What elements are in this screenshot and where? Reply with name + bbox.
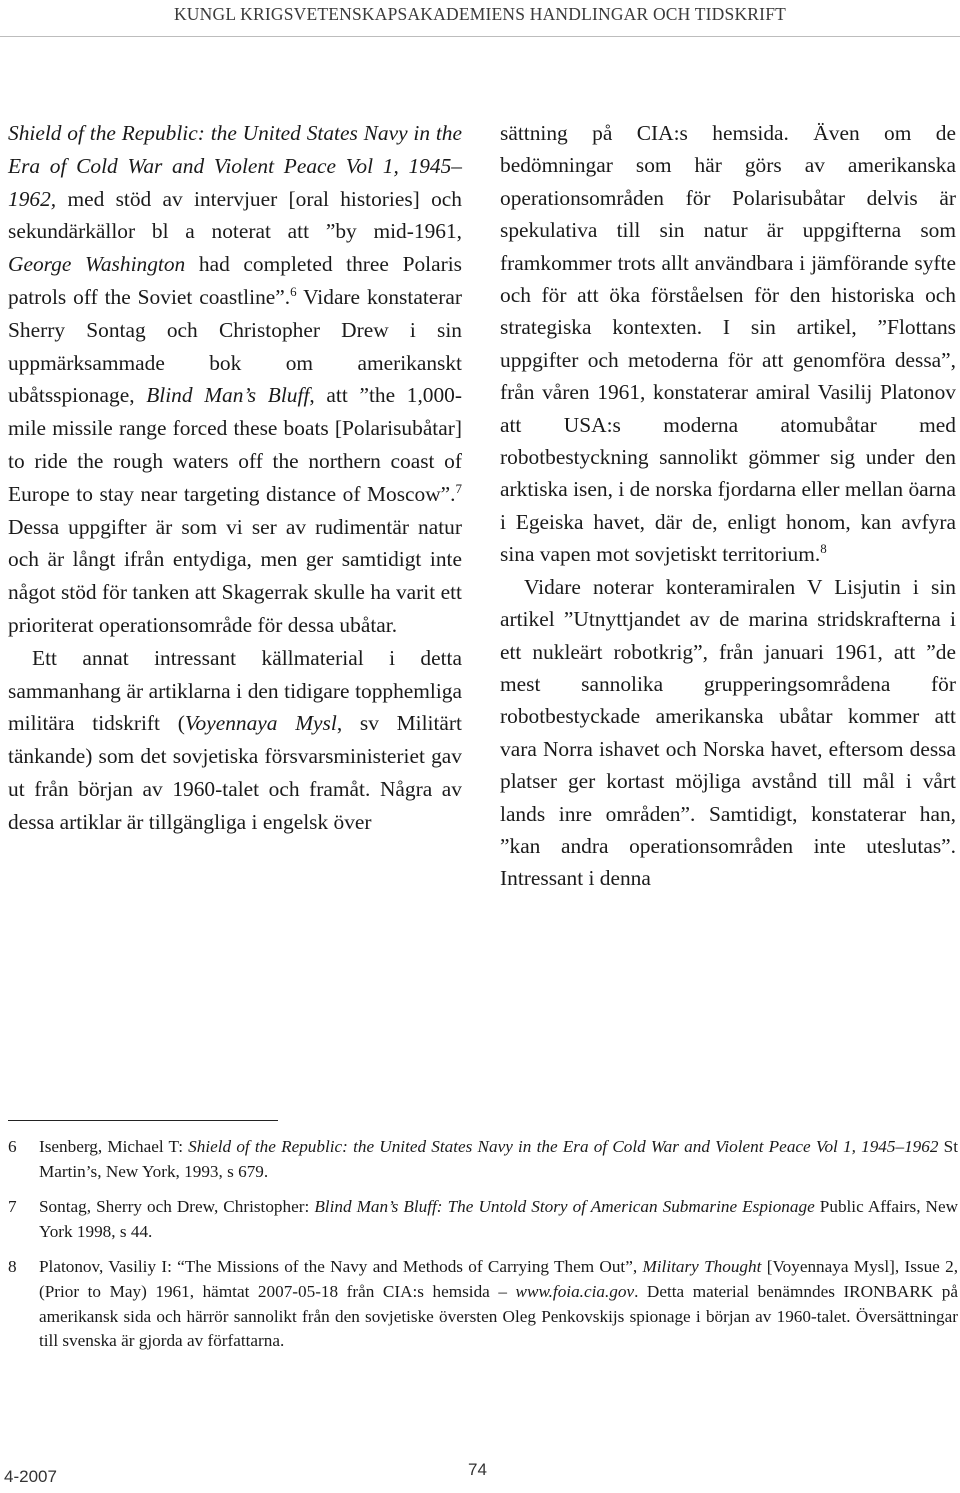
footnotes xyxy=(8,1135,958,1365)
footnote-6: 6 Isenberg, Michael T: Shield of the Republic: the United States Navy in the Era of Cold War and Violent Peace Vol 1, 1945–1962 St Martin’s, New York, 1993, s 679. xyxy=(8,1137,958,1181)
book-title: Shield of the Republic: the United States Navy in the Era of Cold War and Violent Peace Vol 1, 1945–1962, xyxy=(8,121,462,211)
text-column-left xyxy=(8,117,462,839)
page-number: 74 xyxy=(468,1460,487,1479)
footnote-ref-7[interactable]: 7 xyxy=(455,480,462,496)
footnote-ref-6[interactable]: 6 xyxy=(290,284,297,300)
issue-label: 4-2007 xyxy=(4,1467,57,1486)
footnote-divider xyxy=(8,1120,278,1121)
footnote-ref-8[interactable]: 8 xyxy=(820,541,827,557)
footnote-number: 6 xyxy=(8,1137,17,1156)
ship-name: George Washington xyxy=(8,252,186,277)
running-header: KUNGL KRIGSVETENSKAPSAKADEMIENS HANDLINGAR OCH TIDSKRIFT xyxy=(0,4,960,25)
book-title: Blind Man’s Bluff xyxy=(146,383,310,408)
footnote-8: 8 Platonov, Vasiliy I: “The Missions of the Navy and Methods of Carrying Them Out”, Military Thought [Voyennaya Mysl], Issue 2, (Prior to May) 1961, hämtat 2007-05-18 från CIA:s hemsida – www.foia.cia.gov. Detta material benämndes IRONBARK på amerikansk sida och härrör sannolikt från den sovjetiske översten Oleg Penkovskijs spionage i början av 1960-talet. Översättningar till svenska är gjorda av författarna. xyxy=(8,1257,959,1351)
journal-title: Voyennaya Mysl xyxy=(184,711,337,736)
paragraph: Ett annat intressant källmaterial i detta sammanhang är artiklarna i den tidigare topphemliga militära tidskrift (Voyennaya Mysl, sv Militärt tänkande) som det sovjetiska försvarsministeriet gav ut från början av 1960-talet och framåt. Några av dessa artiklar är tillgängliga i engelsk över xyxy=(8,645,462,834)
url-link[interactable]: www.foia.cia.gov xyxy=(515,1281,635,1301)
text-column-right xyxy=(500,117,956,895)
paragraph: Shield of the Republic: the United States Navy in the Era of Cold War and Violent Peace Vol 1, 1945–1962, med stöd av intervjuer [oral histories] och sekundärkällor bl a noterat att ”by mid-1961, George Washington had completed three Polaris patrols off the Soviet coastline”.$^6$ Vidare konstaterar Sherry Sontag och Christopher Drew i sin uppmärksammade bok om amerikanskt ubåtsspionage, Blind Man’s Bluff, att ”the 1,000-mile missile range forced these boats [Polarisubåtar] to ride the rough waters off the northern coast of Europe to stay near targeting distance of Moscow”.$^7$ Dessa uppgifter är som vi ser av rudimentär natur och är långt ifrån entydiga, men ger samtidigt inte något stöd för tanken att Skagerrak skulle ha varit ett prioriterat operationsområde för dessa ubåtar. xyxy=(8,121,463,637)
footnote-7: 7 Sontag, Sherry och Drew, Christopher: Blind Man’s Bluff: The Untold Story of American Submarine Espionage Public Affairs, New York 1998, s 44. xyxy=(8,1197,959,1241)
footnote-number: 7 xyxy=(8,1197,17,1217)
paragraph: Vidare noterar konteramiralen V Lisjutin i sin artikel ”Utnyttjandet av de marina stridskrafterna i ett nukleärt robotkrig”, från januari 1961, att ”de mest sannolika grupperingsområdena för robotbestyckade amerikanska ubåtar kommer att vara Norra ishavet och Norska havet, eftersom dessa platser ger kortast möjliga avstånd till mål i vårt lands inre områden”. Samtidigt, konstaterar han, ”kan andra operationsområden inte uteslutas”. Intressant i denna xyxy=(500,574,956,891)
paragraph: sättning på CIA:s hemsida. Även om de bedömningar som här görs av amerikanska operationsområden för Polarisubåtar delvis är spekulativa till sin natur är uppgifterna som framkommer trots allt användbara i jämförande syfte och för att öka förståelsen för den historiska och strategiska kontexten. I sin artikel, ”Flottans uppgifter och metoderna för att genomföra dessa”, från våren 1961, konstaterar amiral Vasilij Platonov att USA:s moderna atomubåtar med robotbestyckning sannolikt gömmer sig under den arktiska isen, i de norska fjordarna eller mellan öarna i Egeiska havet, där de, enligt honom, kan avfyra sina vapen mot sovjetiskt territorium.$^8$ xyxy=(500,121,956,567)
footnote-number: 8 xyxy=(8,1257,17,1277)
